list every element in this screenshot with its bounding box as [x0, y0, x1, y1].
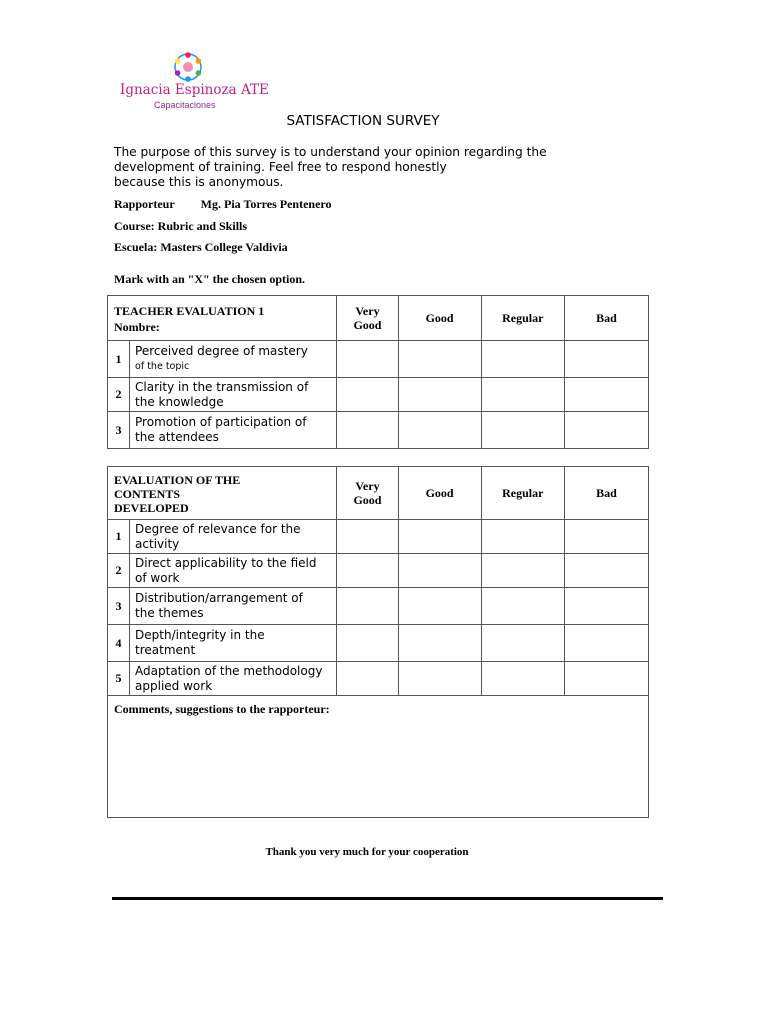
rating-cell-regular[interactable] — [481, 625, 564, 662]
item-number: 2 — [108, 378, 130, 412]
comments-field[interactable] — [108, 696, 649, 818]
company-logo — [118, 52, 269, 114]
rating-cell-regular[interactable] — [481, 662, 564, 696]
section-title: TEACHER EVALUATION 1 — [114, 304, 265, 318]
rating-cell-bad[interactable] — [564, 412, 648, 449]
rating-cell-good[interactable] — [398, 662, 481, 696]
item-subtext: of the topic — [135, 361, 190, 372]
rating-cell-bad[interactable] — [564, 662, 648, 696]
item-number: 1 — [108, 520, 130, 554]
rating-cell-very-good[interactable] — [337, 625, 398, 662]
comments-row — [108, 696, 649, 818]
table-header-row — [108, 467, 649, 520]
header-very-good: Very Good — [337, 467, 398, 520]
contents-evaluation-table — [107, 466, 649, 818]
rating-cell-good[interactable] — [398, 625, 481, 662]
table-row — [108, 625, 649, 662]
teacher-evaluation-table — [107, 295, 649, 449]
item-number: 1 — [108, 341, 130, 378]
rating-cell-regular[interactable] — [481, 588, 564, 625]
rating-cell-regular[interactable] — [481, 378, 564, 412]
header-good: Good — [398, 467, 481, 520]
table-row — [108, 378, 649, 412]
intro-line: The purpose of this survey is to understand your opinion regarding the — [114, 145, 547, 159]
rating-cell-good[interactable] — [398, 412, 481, 449]
rating-cell-very-good[interactable] — [337, 554, 398, 588]
section-header-cell — [108, 467, 337, 520]
rating-cell-bad[interactable] — [564, 378, 648, 412]
header-good: Good — [398, 296, 481, 341]
rating-cell-good[interactable] — [398, 588, 481, 625]
rating-cell-very-good[interactable] — [337, 588, 398, 625]
rating-cell-regular[interactable] — [481, 412, 564, 449]
item-number: 3 — [108, 588, 130, 625]
item-text: Perceived degree of mastery of the topic — [130, 341, 337, 378]
rating-cell-regular[interactable] — [481, 554, 564, 588]
item-number: 2 — [108, 554, 130, 588]
table-row — [108, 662, 649, 696]
rating-cell-bad[interactable] — [564, 625, 648, 662]
item-number: 5 — [108, 662, 130, 696]
thank-you-note: Thank you very much for your cooperation — [265, 846, 469, 858]
rating-cell-very-good[interactable] — [337, 378, 398, 412]
intro-line: development of training. Feel free to respond honestly — [114, 160, 447, 174]
item-text: Promotion of participation of the attendees — [130, 412, 337, 449]
rating-cell-bad[interactable] — [564, 554, 648, 588]
rating-cell-good[interactable] — [398, 520, 481, 554]
header-regular: Regular — [481, 296, 564, 341]
rapporteur-value: Mg. Pia Torres Pentenero — [200, 197, 332, 211]
item-text: Adaptation of the methodology applied work — [130, 662, 337, 696]
header-bad: Bad — [564, 467, 648, 520]
table-row — [108, 520, 649, 554]
rating-cell-good[interactable] — [398, 554, 481, 588]
item-text: Distribution/arrangement of the themes — [130, 588, 337, 625]
rapporteur-label: Rapporteur — [114, 197, 175, 211]
rating-cell-bad[interactable] — [564, 588, 648, 625]
item-text: Clarity in the transmission of the knowledge — [130, 378, 337, 412]
rating-cell-good[interactable] — [398, 341, 481, 378]
rating-cell-very-good[interactable] — [337, 341, 398, 378]
intro-paragraph — [114, 145, 574, 190]
instruction-line: Mark with an "X" the chosen option. — [114, 272, 306, 286]
logo-name: Ignacia Espinoza ATE — [120, 82, 269, 98]
rating-cell-bad[interactable] — [564, 341, 648, 378]
bottom-divider — [112, 897, 663, 900]
comments-label: Comments, suggestions to the rapporteur: — [114, 702, 330, 716]
table-row — [108, 412, 649, 449]
table-header-row — [108, 296, 649, 341]
page-title: SATISFACTION SURVEY — [286, 113, 440, 129]
item-text: Degree of relevance for the activity — [130, 520, 337, 554]
intro-line: because this is anonymous. — [114, 175, 284, 189]
rating-cell-bad[interactable] — [564, 520, 648, 554]
section-header-cell — [108, 296, 337, 341]
table-row — [108, 554, 649, 588]
circle-of-people-logo-icon — [173, 52, 203, 82]
rating-cell-very-good[interactable] — [337, 520, 398, 554]
rating-cell-very-good[interactable] — [337, 412, 398, 449]
rating-cell-regular[interactable] — [481, 520, 564, 554]
logo-subtitle: Capacitaciones — [154, 100, 216, 110]
item-text: Direct applicability to the field of work — [130, 554, 337, 588]
header-very-good: Very Good — [337, 296, 398, 341]
item-text: Depth/integrity in the treatment — [130, 625, 337, 662]
course-line: Course: Rubric and Skills — [114, 219, 248, 233]
rating-cell-good[interactable] — [398, 378, 481, 412]
item-number: 4 — [108, 625, 130, 662]
school-line: Escuela: Masters College Valdivia — [114, 240, 288, 254]
table-row — [108, 341, 649, 378]
header-bad: Bad — [564, 296, 648, 341]
table-row — [108, 588, 649, 625]
rating-cell-regular[interactable] — [481, 341, 564, 378]
name-label: Nombre: — [114, 320, 160, 334]
header-regular: Regular — [481, 467, 564, 520]
item-number: 3 — [108, 412, 130, 449]
section-title: EVALUATION OF THE CONTENTS DEVELOPED — [114, 473, 241, 515]
rapporteur-line — [114, 197, 332, 212]
rating-cell-very-good[interactable] — [337, 662, 398, 696]
